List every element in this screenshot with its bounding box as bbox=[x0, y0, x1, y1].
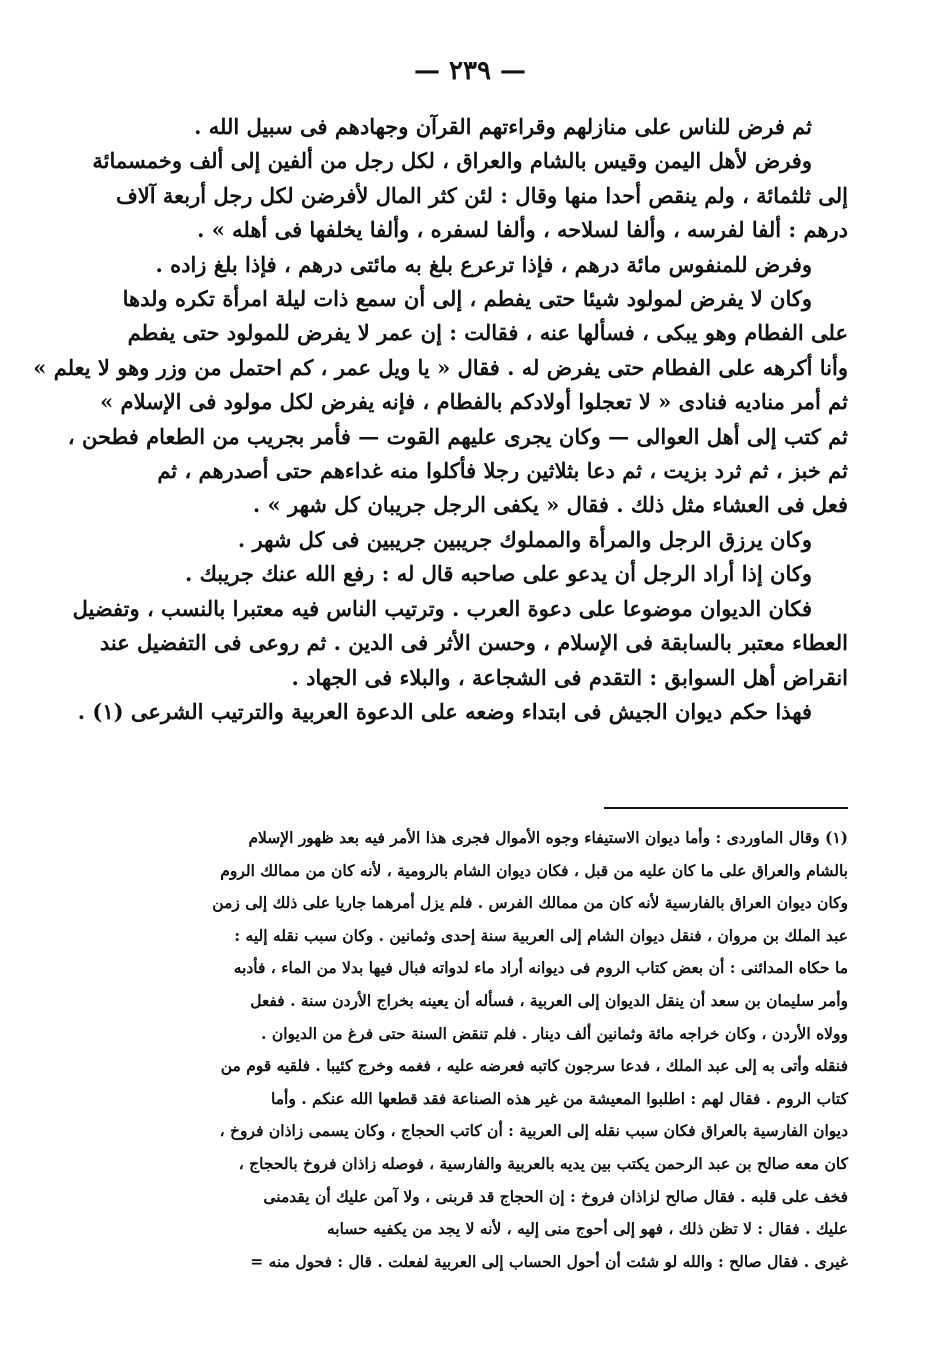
text-line: وكان يرزق الرجل والمرأة والمملوك جريبين جريبين فى كل شهر . bbox=[237, 526, 812, 552]
text-line: فكان الديوان موضوعا على دعوة العرب . وترتيب الناس فيه معتبرا بالنسب ، وتفضيل bbox=[72, 595, 812, 621]
text-line: فهذا حكم ديوان الجيش فى ابتداء وضعه على الدعوة العربية والترتيب الشرعى (١) . bbox=[77, 698, 812, 724]
footnote-line: غيرى . فقال صالح : والله لو شئت أن أحول الحساب إلى العربية لفعلت . قال : فحول منه = bbox=[250, 1251, 848, 1271]
text-line: انقراض أهل السوابق : التقدم فى الشجاعة ، والبلاء فى الجهاد . bbox=[291, 664, 848, 690]
text-line: وكان لا يفرض لمولود شيئا حتى يفطم ، إلى أن سمع ذات ليلة امرأة تكره ولدها bbox=[122, 286, 812, 312]
text-line: وفرض للمنفوس مائة درهم ، فإذا ترعرع بلغ به مائتى درهم ، فإذا بلغ زاده . bbox=[155, 251, 812, 277]
main-text bbox=[33, 110, 848, 729]
text-line: العطاء معتبر بالسابقة فى الإسلام ، وحسن الأثر فى الدين . ثم روعى فى التفضيل عند bbox=[99, 630, 848, 656]
footnote-line: ديوان الفارسية بالعراق فكان سبب نقله إلى العربية : أن كاتب الحجاج ، وكان يسمى زاذان فروخ ، bbox=[219, 1121, 848, 1141]
footnote-line: وأمر سليمان بن سعد أن ينقل الديوان إلى العربية ، فسأله أن يعينه بخراج الأردن سنة . ففعل bbox=[250, 990, 848, 1010]
text-line: ثم أمر مناديه فنادى « لا تعجلوا أولادكم بالفطام ، فإنه يفرض لكل مولود فى الإسلام » bbox=[100, 389, 848, 415]
text-line: على الفطام وهو يبكى ، فسألها عنه ، فقالت : إن عمر لا يفرض للمولود حتى يفطم bbox=[127, 320, 848, 346]
footnote-divider bbox=[604, 807, 848, 809]
text-line: درهم : ألفا لفرسه ، وألفا لسلاحه ، وألفا لسفره ، وألفا يخلفها فى أهله » . bbox=[197, 217, 848, 243]
footnote-line: كتاب الروم . فقال لهم : اطلبوا المعيشة من غير هذه الصناعة فقد قطعها الله عنكم . وأما bbox=[271, 1088, 848, 1108]
footnote-line: ما حكاه المدائنى : أن بعض كتاب الروم فى ديوانه أراد ماء لدواته فبال فيها بدلا من الماء ، فأدبه bbox=[233, 958, 848, 978]
footnote-line: وكان ديوان العراق بالفارسية لأنه كان من ممالك الفرس . فلم يزل أمرهما جاريا على ذلك إلى زمن bbox=[212, 893, 848, 913]
text-line: وفرض لأهل اليمن وقيس بالشام والعراق ، لكل رجل من ألفين إلى ألف وخمسمائة bbox=[92, 148, 812, 174]
footnote-line: فخف على قلبه . فقال صالح لزاذان فروخ : إن الحجاج قد قربنى ، ولا آمن عليك أن يقدمنى bbox=[263, 1186, 848, 1206]
footnote bbox=[96, 822, 848, 1278]
footnote-line: بالشام والعراق على ما كان عليه من قبل ، فكان ديوان الشام بالرومية ، لأنه كان من ممالك الروم bbox=[220, 860, 848, 880]
text-line: إلى ثلثمائة ، ولم ينقص أحدا منها وقال : لئن كثر المال لأفرضن لكل رجل أربعة آلاف bbox=[115, 182, 848, 208]
text-line: ثم خبز ، ثم ثرد بزيت ، ثم دعا بثلاثين رجلا فأكلوا منه غداءهم حتى أصدرهم ، ثم bbox=[157, 458, 848, 484]
footnote-line: فنقله وأتى به إلى عبد الملك ، فدعا سرجون كاتبه فعرضه عليه ، فغمه وخرج كئيبا . فلقيه قوم من bbox=[220, 1056, 848, 1076]
footnote-line: كان معه صالح بن عبد الرحمن يكتب بين يديه بالعربية والفارسية ، فوصله زاذان فروخ بالحجاج ، bbox=[238, 1153, 848, 1173]
text-line: وأنا أكرهه على الفطام حتى يفرض له . فقال « يا ويل عمر ، كم احتمل من وزر وهو لا يعلم » bbox=[33, 354, 848, 380]
text-line: فعل فى العشاء مثل ذلك . فقال « يكفى الرجل جريبان كل شهر » . bbox=[252, 492, 848, 518]
footnote-line: وولاه الأردن ، وكان خراجه مائة وثمانين ألف دينار . فلم تنقض السنة حتى فرغ من الديوان . bbox=[261, 1023, 848, 1043]
page-number: — ٢٣٩ — bbox=[413, 56, 527, 86]
footnote-line: عبد الملك بن مروان ، فنقل ديوان الشام إلى العربية سنة إحدى وثمانين . وكان سبب نقله إليه : bbox=[234, 925, 848, 945]
text-line: وكان إذا أراد الرجل أن يدعو على صاحبه قال له : رفع الله عنك جريبك . bbox=[184, 561, 812, 587]
footnote-line: (١) وقال الماوردى : وأما ديوان الاستيفاء وجوه الأموال فجرى هذا الأمر فيه بعد ظهور الإسلام bbox=[248, 828, 848, 847]
footnote-line: عليك . فقال : لا تظن ذلك ، فهو إلى أحوج منى إليه ، لأنه لا يجد من يكفيه حسابه bbox=[326, 1219, 848, 1239]
text-line: ثم فرض للناس على منازلهم وقراءتهم القرآن وجهادهم فى سبيل الله . bbox=[194, 114, 812, 139]
text-line: ثم كتب إلى أهل العوالى — وكان يجرى عليهم القوت — فأمر بجريب من الطعام فطحن ، bbox=[67, 423, 848, 449]
